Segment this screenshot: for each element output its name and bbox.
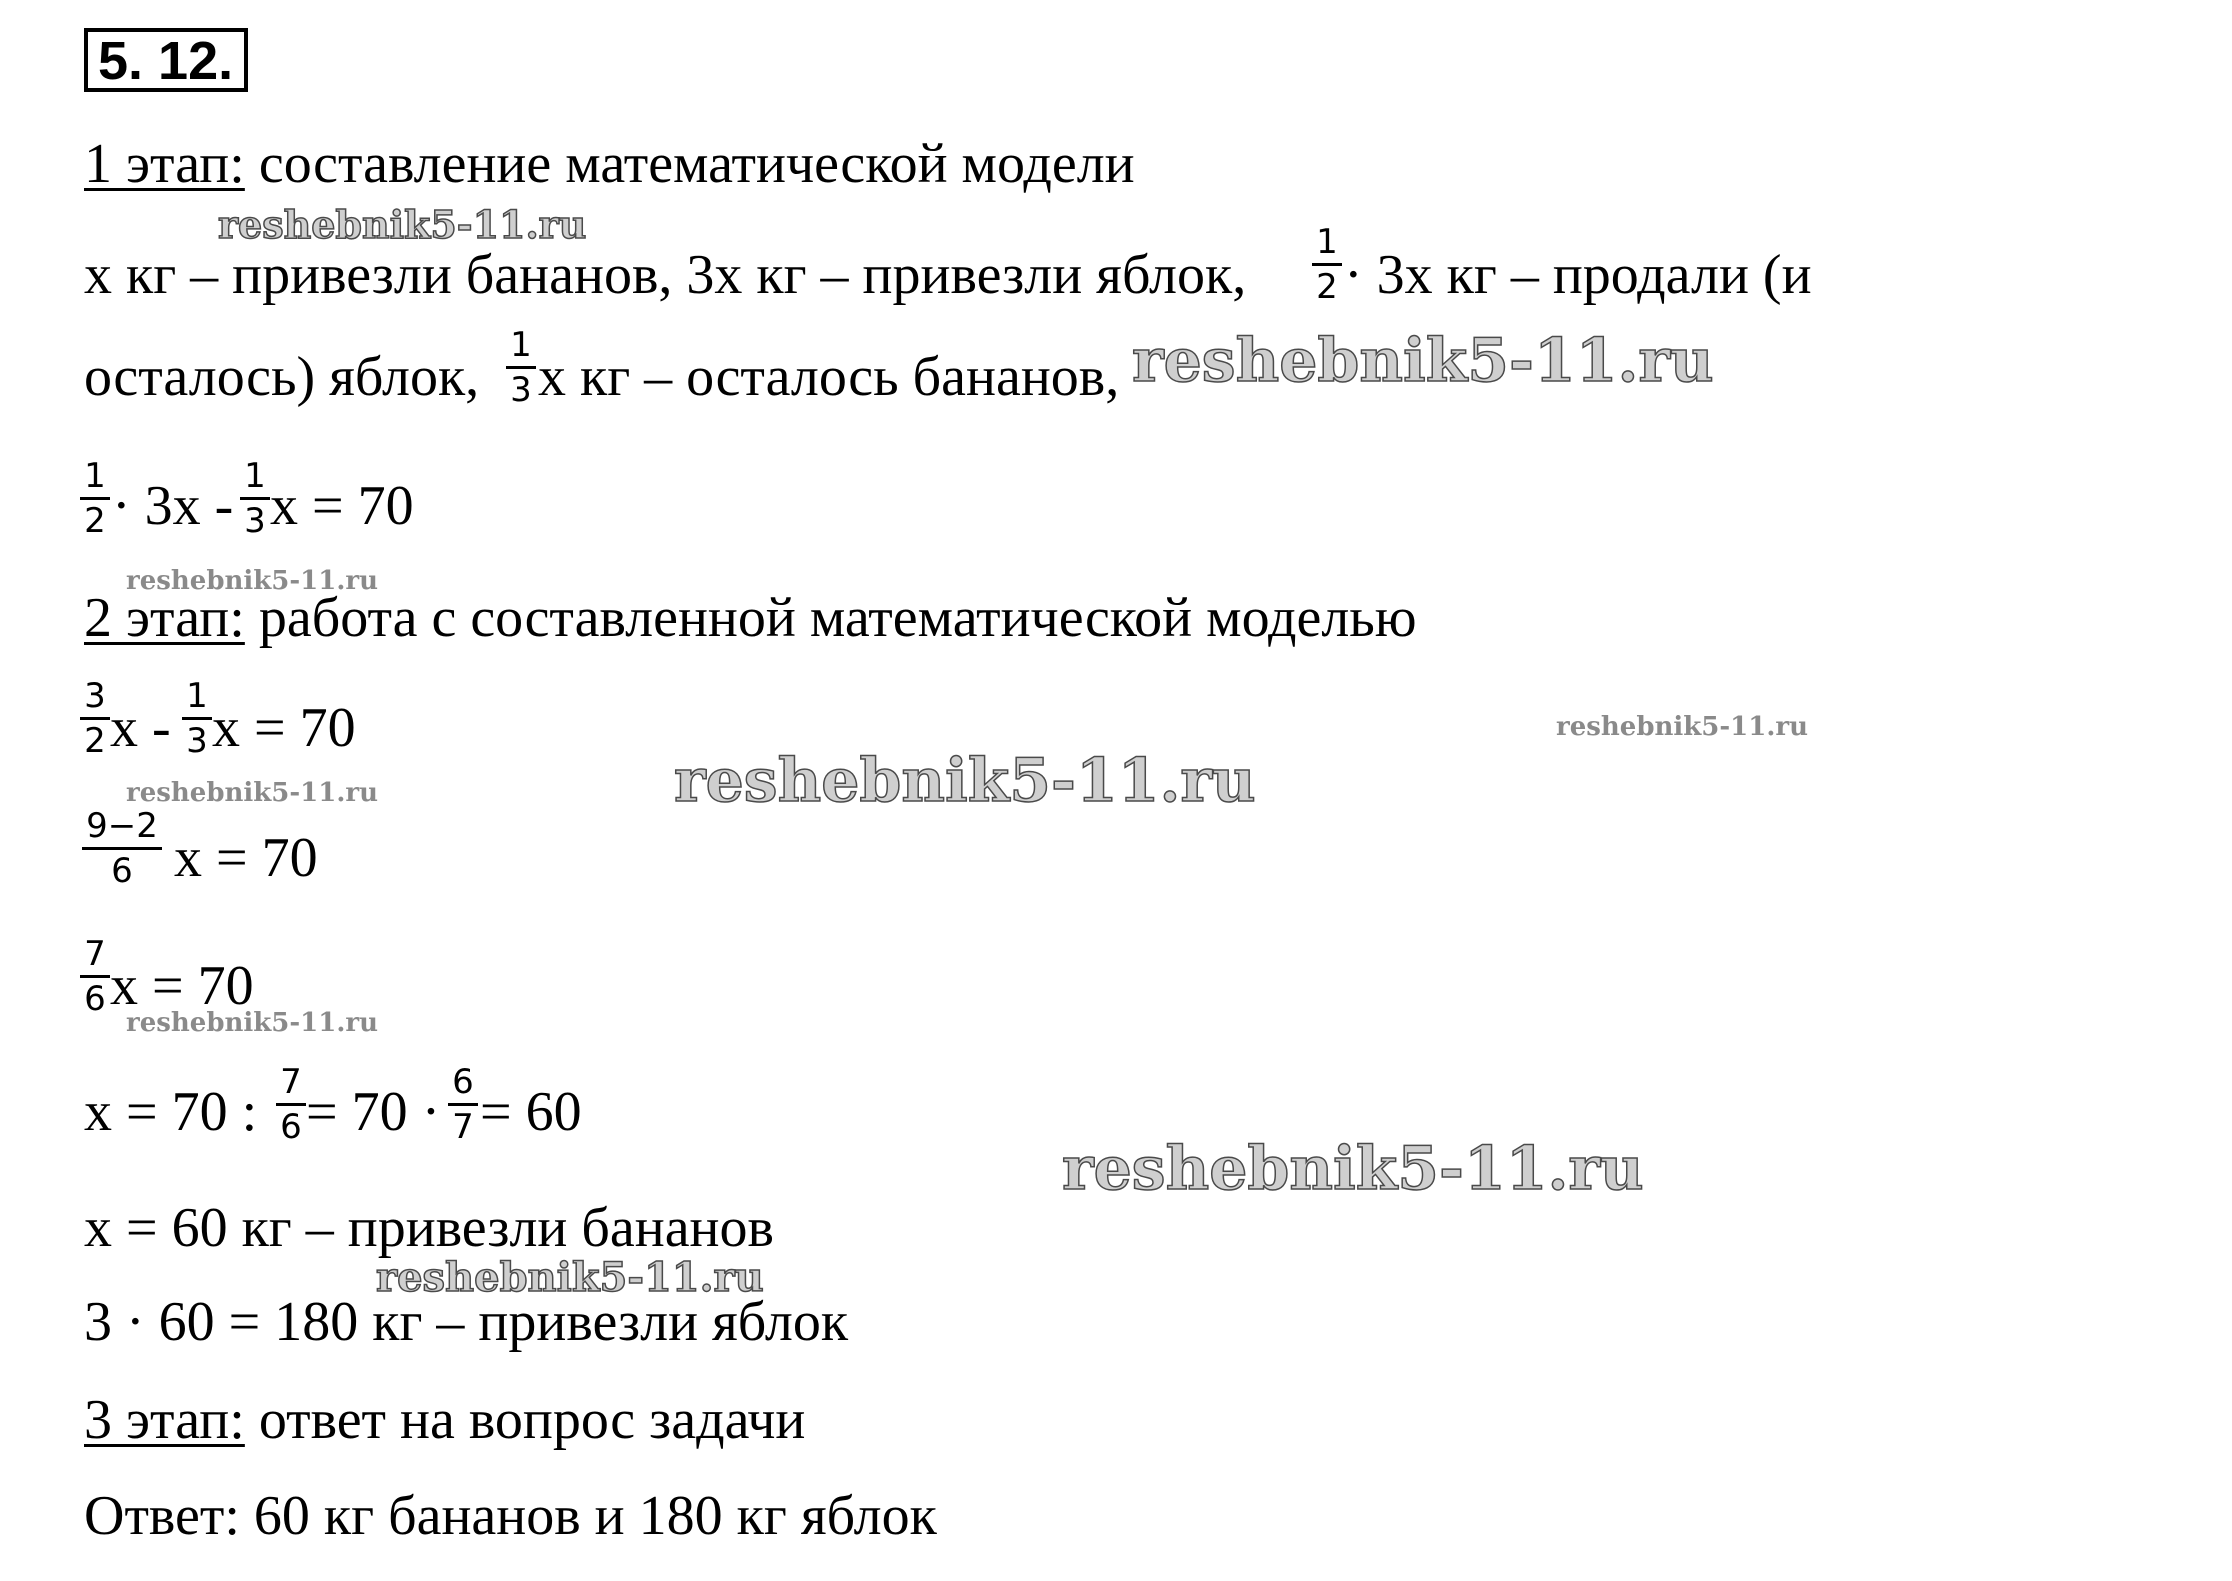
equation-5c: = 60 — [480, 1081, 582, 1143]
result-bananas: x = 60 кг – привезли бананов — [84, 1197, 774, 1259]
equation-3: x = 70 — [174, 827, 318, 889]
fraction-bar — [182, 717, 212, 720]
stage3-label: 3 этап: — [84, 1389, 245, 1451]
watermark: reshebnik5-11.ru — [126, 1008, 379, 1038]
fraction-third — [240, 456, 270, 541]
fraction-numerator: 1 — [84, 456, 106, 496]
fraction-numerator: 6 — [452, 1062, 474, 1102]
fraction-numerator: 7 — [84, 934, 106, 974]
fraction-third — [182, 676, 212, 761]
fraction-numerator: 1 — [186, 676, 208, 716]
fraction-numerator: 7 — [280, 1062, 302, 1102]
equation-1b: x = 70 — [270, 475, 414, 537]
stage3-text: ответ на вопрос задачи — [244, 1389, 806, 1451]
fraction-numerator: 1 — [1316, 222, 1338, 262]
problem-number: 5. 12. — [84, 28, 248, 92]
fraction-denominator: 3 — [186, 721, 208, 761]
fraction-bar — [276, 1103, 306, 1106]
fraction-third — [506, 325, 536, 410]
fraction-bar — [80, 975, 110, 978]
stage1-label: 1 этап: — [84, 133, 245, 195]
model-line-2a: осталось) яблок, — [84, 346, 480, 408]
equation-4: x = 70 — [110, 955, 254, 1017]
fraction-numerator: 9−2 — [86, 806, 158, 846]
fraction-bar — [448, 1103, 478, 1106]
equation-2b: x = 70 — [212, 697, 356, 759]
equation-2a: x - — [110, 697, 171, 759]
fraction-numerator: 1 — [510, 325, 532, 365]
stage1-text: составление математической модели — [244, 133, 1135, 195]
fraction-bar — [1312, 263, 1342, 266]
fraction-denominator: 7 — [452, 1107, 474, 1147]
watermark: reshebnik5-11.ru — [218, 202, 587, 247]
stage1-heading — [84, 133, 1135, 195]
watermark: reshebnik5-11.ru — [1556, 712, 1809, 742]
fraction-denominator: 6 — [84, 979, 106, 1019]
fraction-denominator: 3 — [244, 501, 266, 541]
equation-5b: = 70 · — [306, 1081, 441, 1143]
equation-1a: · 3x - — [112, 475, 234, 537]
model-line-1a: x кг – привезли бананов, 3x кг – привезли яблок, — [84, 244, 1247, 306]
model-line-2b: x кг – осталось бананов, — [538, 346, 1120, 408]
stage2-text: работа с составленной математической моделью — [244, 587, 1417, 649]
fraction-three-halves — [80, 676, 110, 761]
watermark: reshebnik5-11.ru — [376, 1254, 764, 1301]
fraction-half — [1312, 222, 1342, 307]
watermark: reshebnik5-11.ru — [126, 566, 379, 596]
fraction-denominator: 3 — [510, 370, 532, 410]
fraction-seven-sixths — [80, 934, 110, 1019]
fraction-bar — [80, 497, 110, 500]
equation-5a: x = 70 : — [84, 1081, 258, 1143]
model-line-1b: · 3x кг – продали (и — [1344, 244, 1812, 306]
fraction-half — [80, 456, 110, 541]
result-apples: 3 · 60 = 180 кг – привезли яблок — [84, 1291, 849, 1353]
fraction-denominator: 6 — [111, 851, 133, 891]
fraction-bar — [80, 717, 110, 720]
fraction-seven-sixths — [276, 1062, 306, 1147]
fraction-denominator: 6 — [280, 1107, 302, 1147]
fraction-six-sevenths — [448, 1062, 478, 1147]
answer: Ответ: 60 кг бананов и 180 кг яблок — [84, 1485, 937, 1547]
fraction-bar — [82, 847, 162, 850]
fraction-numerator: 3 — [84, 676, 106, 716]
fraction-bar — [506, 366, 536, 369]
fraction-nine-minus-two-sixths — [82, 806, 162, 891]
fraction-denominator: 2 — [84, 501, 106, 541]
fraction-denominator: 2 — [84, 721, 106, 761]
fraction-denominator: 2 — [1316, 267, 1338, 307]
stage3-heading — [84, 1389, 806, 1451]
stage2-label: 2 этап: — [84, 587, 245, 649]
stage2-heading — [84, 587, 1417, 649]
fraction-bar — [240, 497, 270, 500]
watermark: reshebnik5-11.ru — [126, 778, 379, 808]
watermark: reshebnik5-11.ru — [1062, 1134, 1644, 1204]
fraction-numerator: 1 — [244, 456, 266, 496]
watermark: reshebnik5-11.ru — [1132, 326, 1714, 396]
watermark: reshebnik5-11.ru — [674, 746, 1256, 816]
